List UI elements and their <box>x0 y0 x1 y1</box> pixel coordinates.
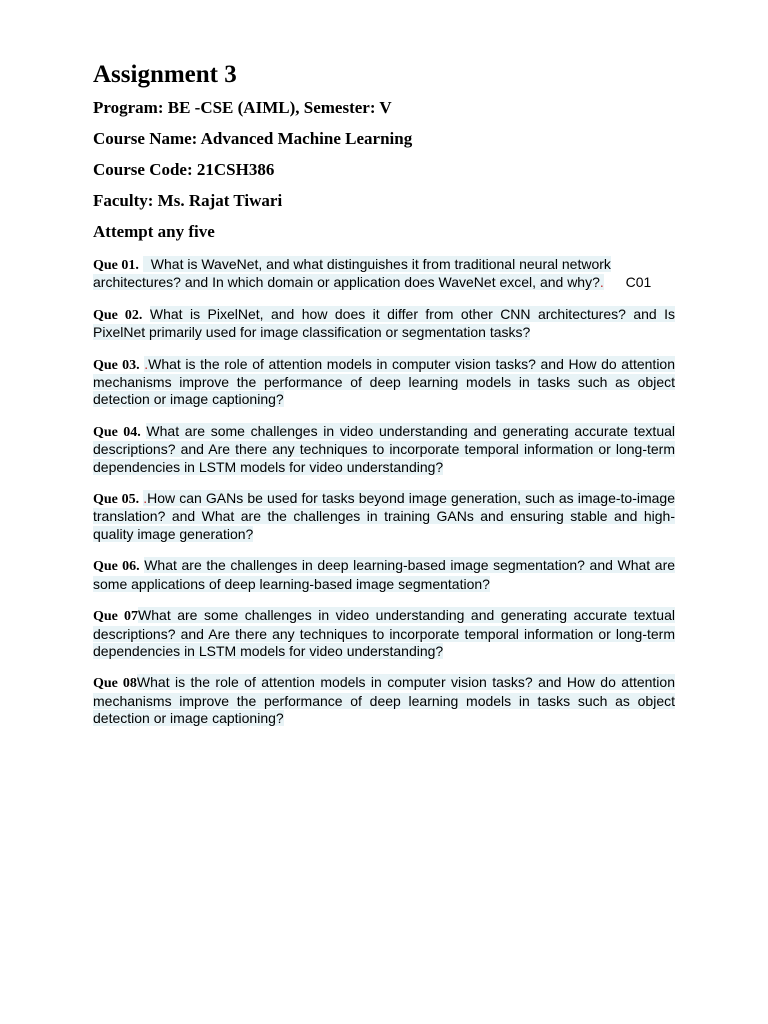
question-3 <box>93 356 675 409</box>
spellcheck-mark: . <box>599 274 604 291</box>
course-name-line: Course Name: Advanced Machine Learning <box>93 129 413 148</box>
course-outcome-tag: C01 <box>608 274 652 290</box>
question-2 <box>93 306 675 342</box>
question-text: What is the role of attention models in computer vision tasks? and How do attention mechanisms improve the performance of deep learning models in tasks such as object detection or image captioning? <box>93 355 676 408</box>
question-4 <box>93 423 675 476</box>
question-text: What are some challenges in video understanding and generating accurate textual descriptions? and Are there any techniques to incorporate temporal information or long-term dependencies in LSTM models for video understanding? <box>93 422 676 475</box>
question-label: Que 01. <box>93 258 139 273</box>
question-label: Que 03. <box>93 357 140 373</box>
faculty-line: Faculty: Ms. Rajat Tiwari <box>93 191 283 210</box>
question-6 <box>93 557 675 593</box>
question-text: How can GANs be used for tasks beyond image generation, such as image-to-image translation? and What are the challenges in training GANs and ensuring stable and high-quality image generation? <box>93 490 675 542</box>
course-code-line: Course Code: 21CSH386 <box>93 160 275 179</box>
assignment-title: Assignment 3 <box>93 61 237 88</box>
question-label: Que 07 <box>93 609 139 625</box>
question-text: What is WaveNet, and what distinguishes it from traditional neural network architectures? and In which domain or application does WaveNet excel, and why? <box>93 256 611 291</box>
question-label: Que 06. <box>93 559 140 575</box>
spellcheck-mark: . <box>143 490 148 507</box>
question-text: What is PixelNet, and how does it differ from other CNN architectures? and Is PixelNet primarily used for image classification or segmentation tasks? <box>93 305 676 341</box>
question-label: Que 04. <box>93 424 141 440</box>
question-7 <box>93 607 675 660</box>
question-text: What are the challenges in deep learning-based image segmentation? and What are some applications of deep learning-based image segmentation? <box>93 557 676 592</box>
question-1 <box>93 256 675 292</box>
question-label: Que 08 <box>93 676 137 692</box>
question-text: What are some challenges in video understanding and generating accurate textual descriptions? and Are there any techniques to incorporate temporal information or long-term dependencies in LSTM models for video understanding? <box>93 607 675 659</box>
question-8 <box>93 674 675 727</box>
question-label: Que 02. <box>93 307 143 323</box>
question-label: Que 05. <box>93 492 140 508</box>
question-5 <box>93 490 675 543</box>
instruction-line: Attempt any five <box>93 222 215 241</box>
question-text: What is the role of attention models in computer vision tasks? and How do attention mechanisms improve the performance of deep learning models in tasks such as object detection or image captioning? <box>93 674 675 727</box>
assignment-document <box>93 58 675 742</box>
spellcheck-mark: . <box>144 355 149 372</box>
program-line: Program: BE -CSE (AIML), Semester: V <box>93 98 392 117</box>
